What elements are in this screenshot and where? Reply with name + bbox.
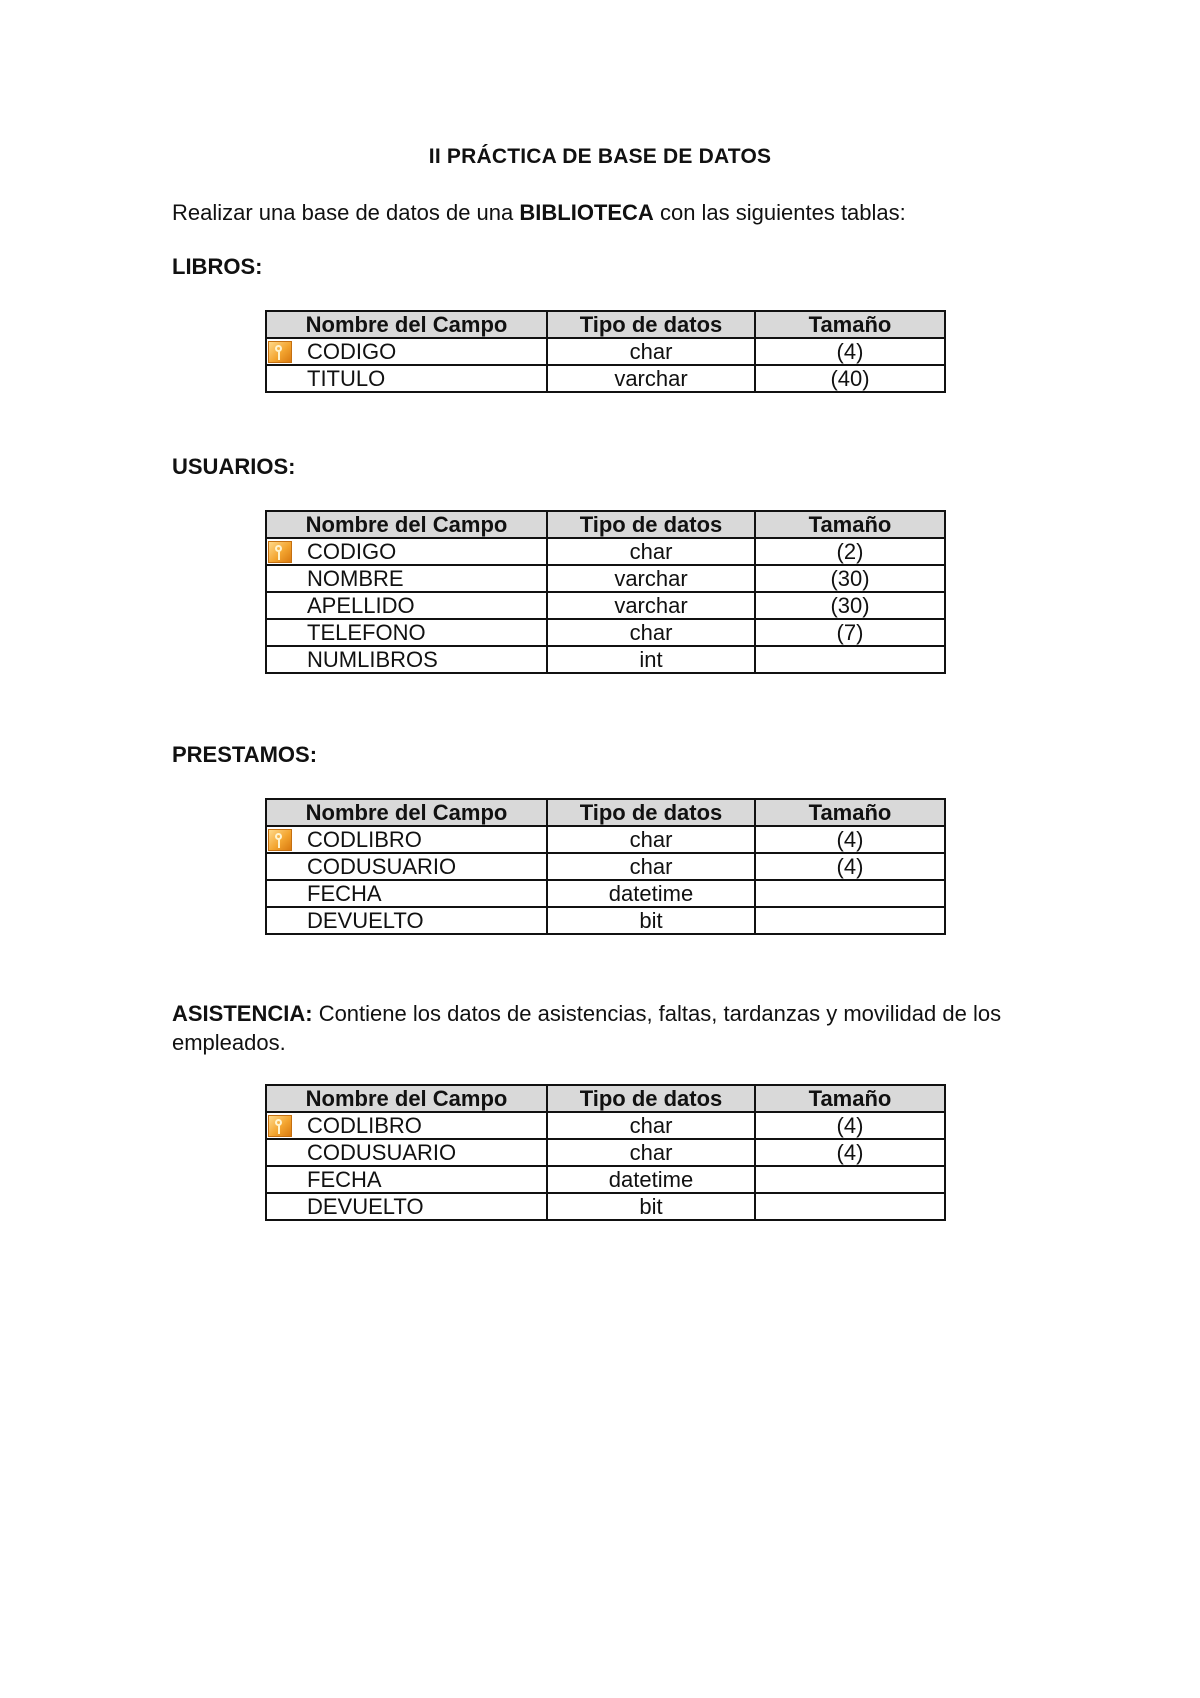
header-size: Tamaño bbox=[755, 1085, 945, 1112]
page-title: II PRÁCTICA DE BASE DE DATOS bbox=[428, 145, 772, 168]
size-cell: (30) bbox=[755, 565, 945, 592]
data-type-cell: char bbox=[547, 826, 755, 853]
primary-key-icon bbox=[268, 541, 292, 563]
data-type-cell: char bbox=[547, 1139, 755, 1166]
intro-paragraph bbox=[172, 200, 906, 226]
data-type-cell: int bbox=[547, 646, 755, 673]
section-label-asistencia: ASISTENCIA: bbox=[172, 1001, 313, 1026]
table-row bbox=[266, 338, 945, 365]
table-row bbox=[266, 565, 945, 592]
field-name-cell bbox=[266, 1139, 547, 1166]
field-name: CODIGO bbox=[307, 539, 397, 564]
size-cell: (4) bbox=[755, 338, 945, 365]
size-cell: (30) bbox=[755, 592, 945, 619]
header-field-name: Nombre del Campo bbox=[266, 799, 547, 826]
table-row bbox=[266, 853, 945, 880]
field-name: CODLIBRO bbox=[307, 1113, 422, 1138]
section-label-usuarios: USUARIOS: bbox=[172, 454, 296, 479]
table-row bbox=[266, 619, 945, 646]
data-type-cell: varchar bbox=[547, 365, 755, 392]
size-cell: (4) bbox=[755, 826, 945, 853]
section-label-libros: LIBROS: bbox=[172, 254, 263, 279]
data-type-cell: char bbox=[547, 853, 755, 880]
table-usuarios bbox=[265, 510, 946, 674]
field-name-cell bbox=[266, 1193, 547, 1220]
header-size: Tamaño bbox=[755, 799, 945, 826]
table-row bbox=[266, 880, 945, 907]
size-cell bbox=[755, 1193, 945, 1220]
field-name-cell bbox=[266, 907, 547, 934]
intro-prefix: Realizar una base de datos de una bbox=[172, 200, 514, 225]
field-name: DEVUELTO bbox=[307, 908, 424, 933]
data-type-cell: char bbox=[547, 538, 755, 565]
header-field-name: Nombre del Campo bbox=[266, 1085, 547, 1112]
table-row bbox=[266, 365, 945, 392]
field-name: NUMLIBROS bbox=[307, 647, 438, 672]
table-row bbox=[266, 826, 945, 853]
data-type-cell: datetime bbox=[547, 880, 755, 907]
primary-key-icon bbox=[268, 1115, 292, 1137]
size-cell: (4) bbox=[755, 1139, 945, 1166]
field-name: CODUSUARIO bbox=[307, 854, 457, 879]
primary-key-icon bbox=[268, 829, 292, 851]
table-row bbox=[266, 538, 945, 565]
data-type-cell: char bbox=[547, 338, 755, 365]
size-cell bbox=[755, 646, 945, 673]
data-type-cell: datetime bbox=[547, 1166, 755, 1193]
field-name-cell bbox=[266, 592, 547, 619]
field-name: TELEFONO bbox=[307, 620, 426, 645]
section-asistencia bbox=[172, 999, 1042, 1057]
field-name-cell bbox=[266, 826, 547, 853]
table-row bbox=[266, 592, 945, 619]
field-name: CODLIBRO bbox=[307, 827, 422, 852]
section-description-asistencia: Contiene los datos de asistencias, faltas, tardanzas y movilidad de los empleados. bbox=[172, 1001, 1002, 1055]
size-cell bbox=[755, 907, 945, 934]
size-cell: (4) bbox=[755, 853, 945, 880]
field-name: FECHA bbox=[307, 881, 382, 906]
table-row bbox=[266, 646, 945, 673]
header-data-type: Tipo de datos bbox=[547, 311, 755, 338]
table-row bbox=[266, 1193, 945, 1220]
size-cell: (2) bbox=[755, 538, 945, 565]
section-label-prestamos: PRESTAMOS: bbox=[172, 742, 318, 767]
field-name-cell bbox=[266, 646, 547, 673]
size-cell bbox=[755, 1166, 945, 1193]
table-prestamos bbox=[265, 798, 946, 935]
table-asistencia bbox=[265, 1084, 946, 1221]
field-name: TITULO bbox=[307, 366, 386, 391]
header-data-type: Tipo de datos bbox=[547, 799, 755, 826]
table-row bbox=[266, 907, 945, 934]
field-name-cell bbox=[266, 565, 547, 592]
data-type-cell: varchar bbox=[547, 592, 755, 619]
field-name-cell bbox=[266, 853, 547, 880]
header-field-name: Nombre del Campo bbox=[266, 311, 547, 338]
table-libros bbox=[265, 310, 946, 393]
field-name-cell bbox=[266, 1166, 547, 1193]
field-name: CODIGO bbox=[307, 339, 397, 364]
field-name-cell bbox=[266, 338, 547, 365]
data-type-cell: bit bbox=[547, 1193, 755, 1220]
intro-suffix: con las siguientes tablas: bbox=[659, 200, 906, 225]
field-name: FECHA bbox=[307, 1167, 382, 1192]
field-name: DEVUELTO bbox=[307, 1194, 424, 1219]
size-cell: (4) bbox=[755, 1112, 945, 1139]
header-data-type: Tipo de datos bbox=[547, 511, 755, 538]
header-data-type: Tipo de datos bbox=[547, 1085, 755, 1112]
size-cell: (40) bbox=[755, 365, 945, 392]
field-name-cell bbox=[266, 538, 547, 565]
table-row bbox=[266, 1166, 945, 1193]
field-name: APELLIDO bbox=[307, 593, 415, 618]
field-name-cell bbox=[266, 365, 547, 392]
table-row bbox=[266, 1112, 945, 1139]
header-size: Tamaño bbox=[755, 311, 945, 338]
field-name-cell bbox=[266, 619, 547, 646]
data-type-cell: varchar bbox=[547, 565, 755, 592]
header-field-name: Nombre del Campo bbox=[266, 511, 547, 538]
field-name: CODUSUARIO bbox=[307, 1140, 457, 1165]
intro-bold: BIBLIOTECA bbox=[519, 200, 654, 225]
field-name: NOMBRE bbox=[307, 566, 404, 591]
primary-key-icon bbox=[268, 341, 292, 363]
data-type-cell: char bbox=[547, 1112, 755, 1139]
field-name-cell bbox=[266, 1112, 547, 1139]
header-size: Tamaño bbox=[755, 511, 945, 538]
data-type-cell: char bbox=[547, 619, 755, 646]
size-cell: (7) bbox=[755, 619, 945, 646]
size-cell bbox=[755, 880, 945, 907]
field-name-cell bbox=[266, 880, 547, 907]
data-type-cell: bit bbox=[547, 907, 755, 934]
table-row bbox=[266, 1139, 945, 1166]
